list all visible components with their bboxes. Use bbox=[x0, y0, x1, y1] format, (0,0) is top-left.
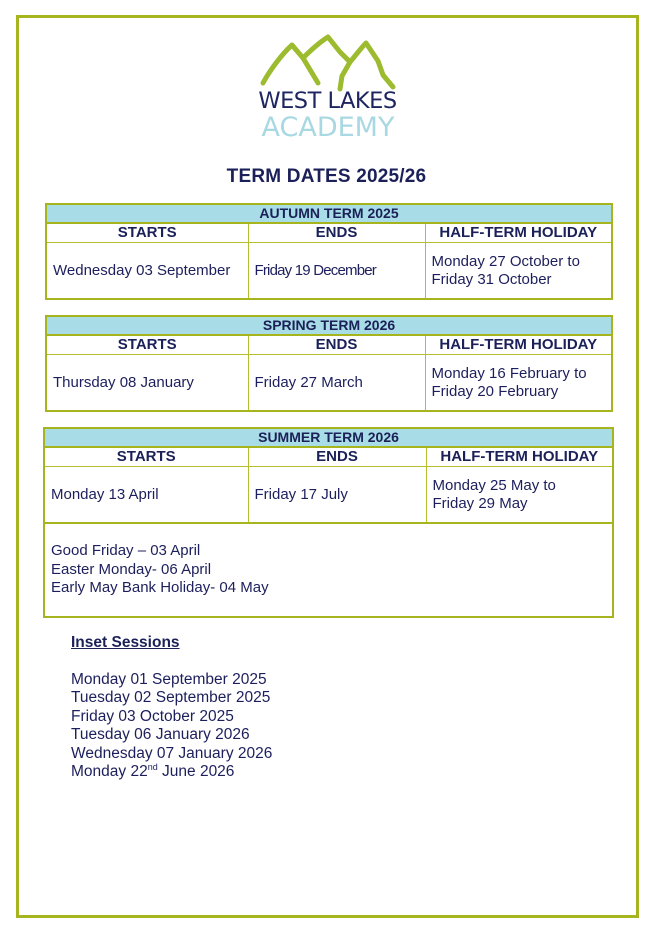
column-header-half-term: HALF-TERM HOLIDAY bbox=[425, 335, 612, 355]
half-term-line: Friday 20 February bbox=[431, 382, 559, 400]
half-term-line: Friday 31 October bbox=[431, 270, 552, 288]
half-term-cell bbox=[426, 467, 613, 524]
table-row bbox=[46, 243, 612, 300]
inset-date: Tuesday 02 September 2025 bbox=[71, 689, 271, 707]
column-header-starts: STARTS bbox=[46, 223, 248, 243]
spring-term-table bbox=[45, 315, 613, 412]
term-heading: SPRING TERM 2026 bbox=[46, 316, 612, 335]
column-header-half-term: HALF-TERM HOLIDAY bbox=[426, 447, 613, 467]
half-term-cell bbox=[425, 243, 612, 300]
term-heading: AUTUMN TERM 2025 bbox=[46, 204, 612, 223]
ends-cell: Friday 17 July bbox=[248, 467, 426, 524]
summer-term-table bbox=[43, 427, 614, 618]
bank-holiday-note: Good Friday – 03 April bbox=[51, 542, 201, 560]
table-row bbox=[46, 355, 612, 412]
inset-date-suffix: June 2026 bbox=[157, 763, 235, 781]
column-header-ends: ENDS bbox=[248, 447, 426, 467]
half-term-line: Monday 27 October to bbox=[431, 252, 580, 270]
half-term-line: Monday 16 February to bbox=[431, 364, 587, 382]
half-term-line: Friday 29 May bbox=[432, 494, 528, 512]
column-header-ends: ENDS bbox=[248, 223, 425, 243]
page-title: TERM DATES 2025/26 bbox=[226, 166, 427, 187]
inset-date: Tuesday 06 January 2026 bbox=[71, 726, 250, 744]
half-term-line: Monday 25 May to bbox=[432, 476, 556, 494]
inset-sessions-heading: Inset Sessions bbox=[71, 634, 180, 651]
logo-text-west-lakes: WEST LAKES bbox=[258, 88, 397, 114]
bank-holiday-note: Early May Bank Holiday- 04 May bbox=[51, 579, 269, 597]
inset-date: Monday 01 September 2025 bbox=[71, 671, 267, 688]
term-heading: SUMMER TERM 2026 bbox=[44, 428, 613, 447]
inset-dates-list bbox=[71, 671, 272, 781]
table-row bbox=[44, 467, 613, 524]
column-header-starts: STARTS bbox=[46, 335, 248, 355]
logo-text-academy: ACADEMY bbox=[261, 112, 395, 143]
half-term-cell bbox=[425, 355, 612, 412]
ordinal-suffix: nd bbox=[147, 762, 158, 773]
starts-cell: Monday 13 April bbox=[44, 467, 248, 524]
bank-holiday-note: Easter Monday- 06 April bbox=[51, 560, 212, 578]
school-logo bbox=[240, 30, 415, 145]
column-header-half-term: HALF-TERM HOLIDAY bbox=[425, 223, 612, 243]
inset-date: Wednesday 07 January 2026 bbox=[71, 744, 273, 762]
inset-date: Friday 03 October 2025 bbox=[71, 707, 234, 725]
starts-cell: Thursday 08 January bbox=[46, 355, 248, 412]
inset-sessions bbox=[71, 634, 272, 781]
bank-holiday-notes bbox=[44, 523, 613, 617]
column-header-starts: STARTS bbox=[44, 447, 248, 467]
autumn-term-table bbox=[45, 203, 613, 300]
ends-cell: Friday 19 December bbox=[248, 243, 425, 300]
inset-date bbox=[71, 763, 272, 781]
starts-cell: Wednesday 03 September bbox=[46, 243, 248, 300]
inset-date-prefix: Monday 22 bbox=[71, 763, 148, 781]
mountains-icon bbox=[240, 30, 415, 95]
column-header-ends: ENDS bbox=[248, 335, 425, 355]
ends-cell: Friday 27 March bbox=[248, 355, 425, 412]
